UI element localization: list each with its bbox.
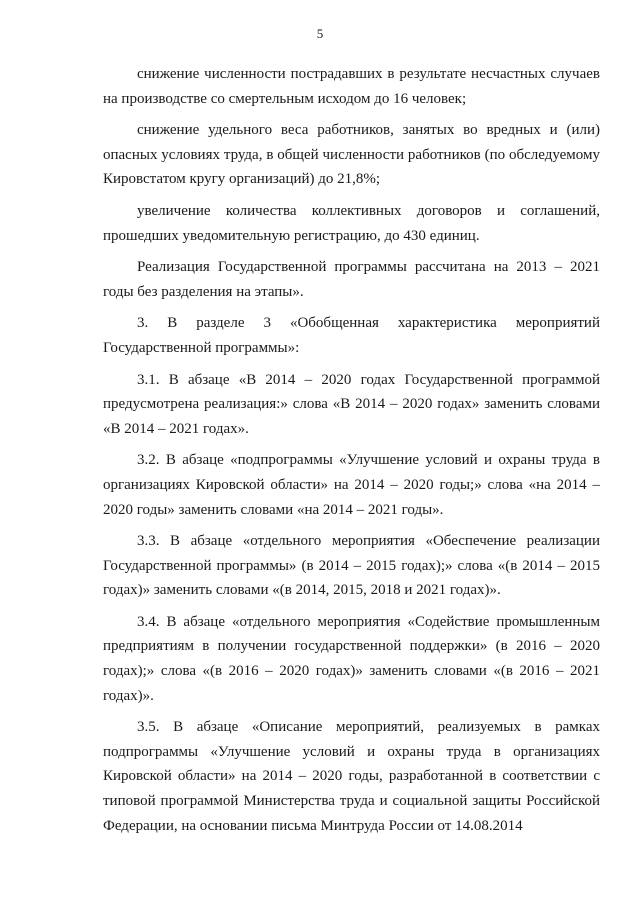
paragraph-item-3-2: 3.2. В абзаце «подпрограммы «Улучшение условий и охраны труда в организациях Кировской области» на 2014 – 2020 годы;» слова «на 2014 – 2020 годы» заменить словами «на 2014 – 2021 годы». [103, 452, 600, 518]
page-number: 5 [316, 26, 324, 41]
paragraph-item-3-3: 3.3. В абзаце «отдельного мероприятия «Обеспечение реализации Государственной программы» (в 2014 – 2015 годах);» слова «(в 2014 – 2015 годах)» заменить словами «(в 2014, 2015, 2018 и 2021 годах)». [103, 533, 600, 599]
paragraph-fatalities-target: снижение численности пострадавших в результате несчастных случаев на производстве со смертельным исходом до 16 человек; [103, 66, 600, 107]
paragraph-item-3-1: 3.1. В абзаце «В 2014 – 2020 годах Государственной программой предусмотрена реализация:» слова «В 2014 – 2020 годах» заменить словами «В 2014 – 2021 годах». [103, 371, 600, 437]
paragraph-program-period: Реализация Государственной программы рассчитана на 2013 – 2021 годы без разделения на этапы». [103, 259, 600, 300]
paragraph-item-3: 3. В разделе 3 «Обобщенная характеристика мероприятий Государственной программы»: [103, 315, 600, 356]
paragraph-hazardous-conditions-target: снижение удельного веса работников, занятых во вредных и (или) опасных условиях труда, в общей численности работников (по обследуемому Кировстатом кругу организаций) до 21,8%; [103, 122, 600, 188]
paragraph-item-3-5: 3.5. В абзаце «Описание мероприятий, реализуемых в рамках подпрограммы «Улучшение условий и охраны труда в организациях Кировской области» на 2014 – 2020 годы, разработанной в соответствии с типовой программой Министерства труда и социальной защиты Российской Федерации, на основании письма Минтруда России от 14.08.2014 [103, 719, 600, 834]
paragraph-collective-agreements-target: увеличение количества коллективных договоров и соглашений, прошедших уведомительную регистрацию, до 430 единиц. [103, 202, 600, 244]
document-body [103, 62, 600, 845]
paragraph-item-3-4: 3.4. В абзаце «отдельного мероприятия «Содействие промышленным предприятиям в получении государственной поддержки» (в 2016 – 2020 годах);» слова «(в 2016 – 2020 годах)» заменить словами «(в 2016 – 2021 годах)». [103, 613, 600, 704]
